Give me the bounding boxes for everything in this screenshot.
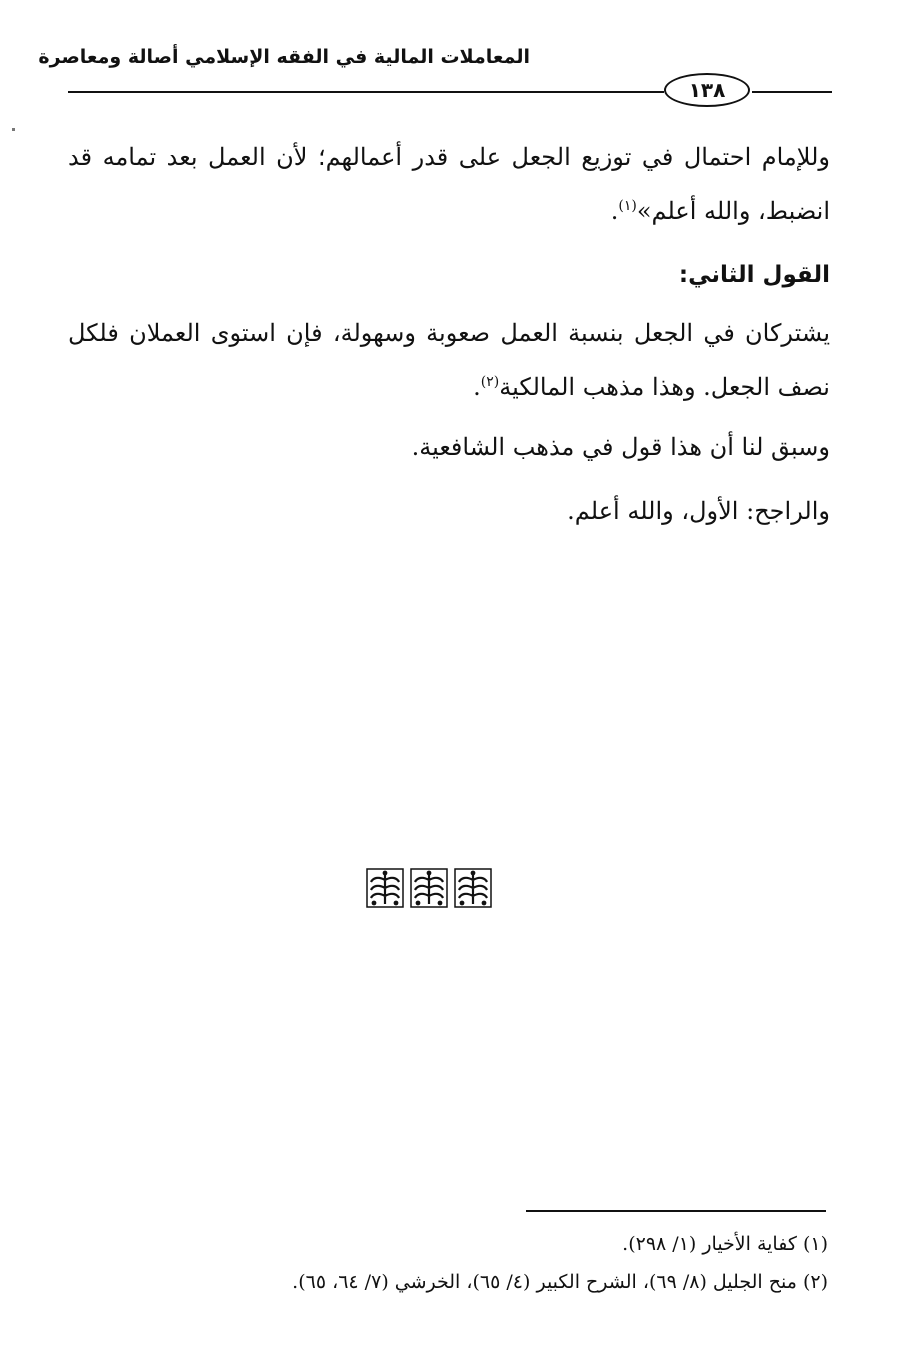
footnote-1 (68, 1230, 828, 1258)
floral-ornament-icon (410, 868, 448, 908)
page-number: ١٣٨ (688, 78, 726, 102)
footnote-ref-1[interactable]: (١) (618, 198, 637, 214)
header-rule-right (752, 91, 832, 93)
footnote-text: كفاية الأخيار (١/ ٢٩٨). (622, 1233, 797, 1255)
floral-ornament-icon (454, 868, 492, 908)
heading-second-opinion: القول الثاني: (678, 262, 830, 288)
paragraph-preferred-view: والراجح: الأول، والله أعلم. (567, 497, 830, 525)
paragraph-first-opinion-end (68, 130, 830, 238)
running-title: المعاملات المالية في الفقه الإسلامي أصالة ومعاصرة (38, 46, 530, 68)
footnote-text: منح الجليل (٨/ ٦٩)، الشرح الكبير (٤/ ٦٥)، الخرشي (٧/ ٦٤، ٦٥). (292, 1271, 797, 1293)
page-number-badge (664, 73, 750, 107)
paragraph-end-mark: . (473, 373, 481, 401)
footnote-marker: (١) (802, 1233, 828, 1255)
footnote-marker: (٢) (802, 1271, 828, 1293)
section-end-ornament (366, 868, 492, 912)
paragraph-text: يشتركان في الجعل بنسبة العمل صعوبة وسهولة، فإن استوى العملان فلكل نصف الجعل. وهذا مذهب المالكية (68, 319, 830, 401)
scan-speck (12, 128, 15, 131)
paragraph-end-mark: . (610, 197, 619, 225)
paragraph-shafii-note: وسبق لنا أن هذا قول في مذهب الشافعية. (411, 433, 830, 461)
paragraph-text: وللإمام احتمال في توزيع الجعل على قدر أعمالهم؛ لأن العمل بعد تمامه قد انضبط، والله أعلم» (68, 143, 830, 225)
floral-ornament-icon (366, 868, 404, 908)
footnote-ref-2[interactable]: (٢) (480, 374, 500, 390)
header-rule-left (68, 91, 664, 93)
footnote-2 (68, 1268, 828, 1296)
footnote-separator (526, 1210, 826, 1212)
paragraph-second-opinion (68, 306, 830, 414)
